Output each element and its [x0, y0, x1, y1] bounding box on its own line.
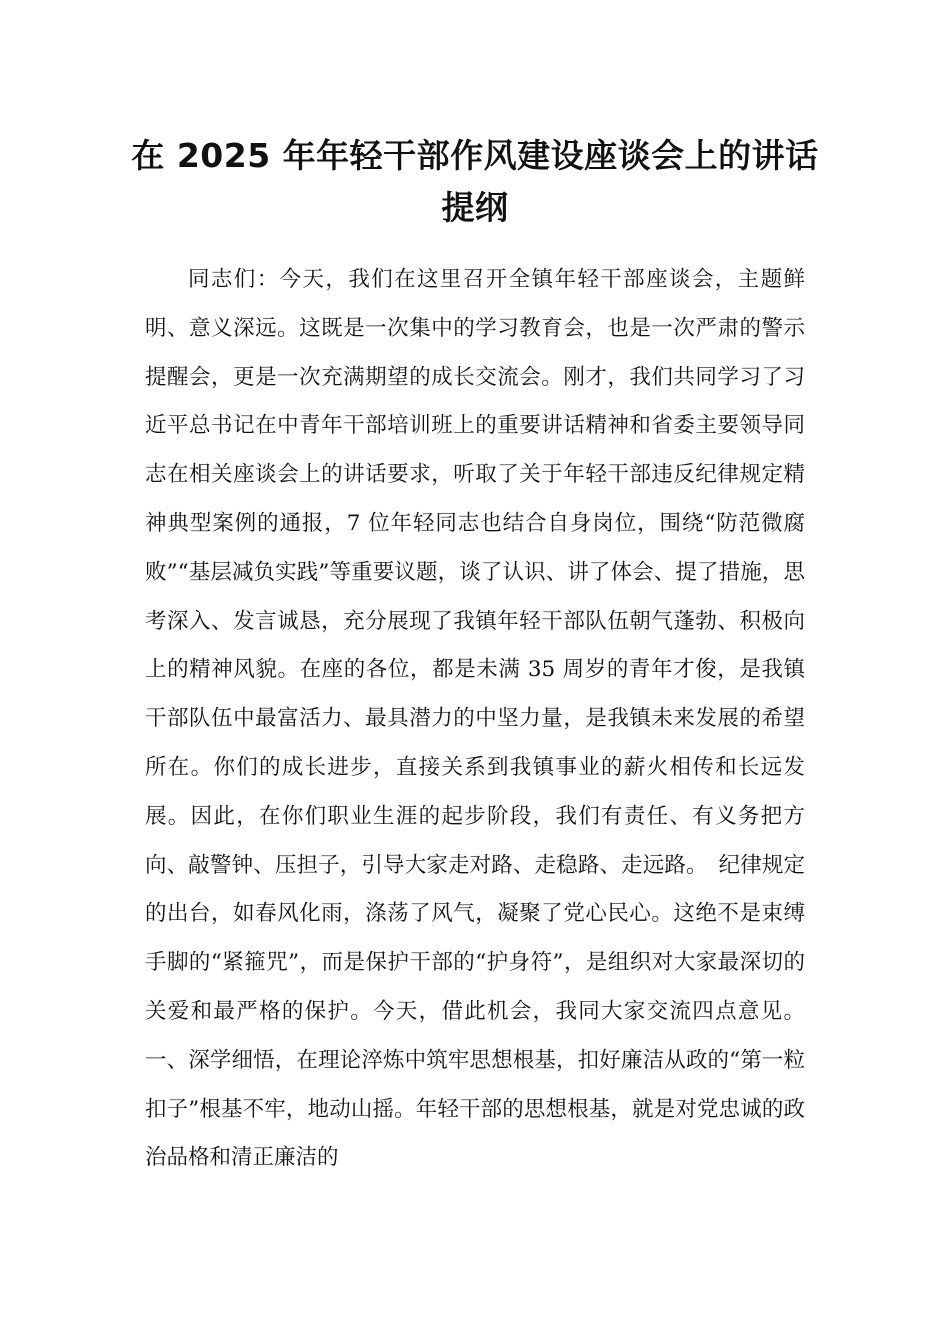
document-title: 在 2025 年年轻干部作风建设座谈会上的讲话提纲	[131, 136, 819, 227]
body-paragraph: 同志们：今天，我们在这里召开全镇年轻干部座谈会，主题鲜明、意义深远。这既是一次集中的学习教育会，也是一次严肃的警示提醒会，更是一次充满期望的成长交流会。刚才，我们共同学习了习近平总书记在中青年干部培训班上的重要讲话精神和省委主要领导同志在相关座谈会上的讲话要求，听取了关于年轻干部违反纪律规定精神典型案例的通报，7 位年轻同志也结合自身岗位，围绕“防范微腐败”“基层减负实践”等重要议题，谈了认识、讲了体会、提了措施，思考深入、发言诚恳，充分展现了我镇年轻干部队伍朝气蓬勃、积极向上的精神风貌。在座的各位，都是未满 35 周岁的青年才俊，是我镇干部队伍中最富活力、最具潜力的中坚力量，是我镇未来发展的希望所在。你们的成长进步，直接关系到我镇事业的薪火相传和长远发展。因此，在你们职业生涯的起步阶段，我们有责任、有义务把方向、敲警钟、压担子，引导大家走对路、走稳路、走远路。 纪律规定的出台，如春风化雨，涤荡了风气，凝聚了党心民心。这绝不是束缚手脚的“紧箍咒”，而是保护干部的“护身符”，是组织对大家最深切的关爱和最严格的保护。今天，借此机会，我同大家交流四点意见。一、深学细悟，在理论淬炼中筑牢思想根基，扣好廉洁从政的“第一粒扣子”根基不牢，地动山摇。年轻干部的思想根基，就是对党忠诚的政治品格和清正廉洁的	[145, 267, 805, 1171]
